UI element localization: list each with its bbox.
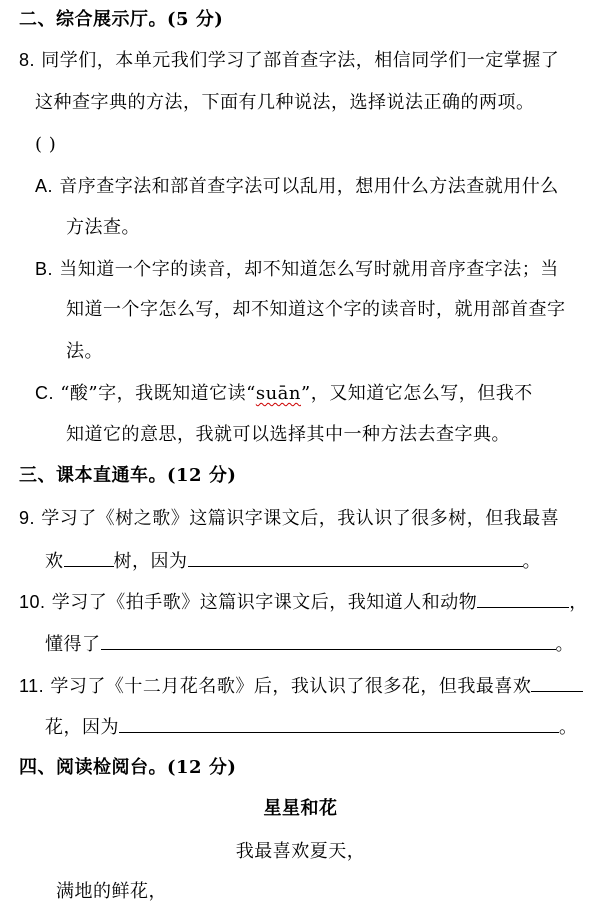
question-10-comma: ， (569, 592, 588, 613)
option-b-line-3: 法。 (66, 341, 103, 362)
option-b-text: 当知道一个字的读音，却不知道怎么写时就用音序查字法；当 (59, 259, 559, 280)
option-a-line-1[interactable] (35, 174, 559, 199)
question-9-reason-label: 树，因为 (113, 551, 188, 572)
question-10-text: 学习了《拍手歌》这篇识字课文后，我知道人和动物 (51, 592, 478, 613)
question-10-line-2 (45, 631, 574, 657)
question-9-number: 9. (19, 508, 36, 528)
question-9-text: 学习了《树之歌》这篇识字课文后，我认识了很多树，但我最喜 (41, 508, 560, 529)
question-10-number: 10. (19, 592, 46, 612)
question-10-prefix: 懂得了 (45, 634, 101, 655)
question-9-blank-tree[interactable] (64, 548, 114, 567)
section-heading-4: 四、阅读检阅台。(12 分) (19, 757, 237, 778)
poem-line-2: 满地的鲜花， (56, 881, 167, 902)
question-8-line-1 (19, 48, 559, 73)
question-8-line-2: 这种查字典的方法，下面有几种说法，选择说法正确的两项。 (35, 92, 535, 113)
option-c-line-2: 知道它的意思，我就可以选择其中一种方法去查字典。 (66, 424, 510, 445)
option-a-line-2: 方法查。 (66, 217, 140, 238)
question-10-line-1 (19, 589, 588, 615)
option-b-label: B. (35, 259, 54, 279)
question-10-end: 。 (555, 634, 574, 655)
question-8-text: 同学们，本单元我们学习了部首查字法，相信同学们一定掌握了 (41, 50, 560, 71)
option-c-text-post: ”，又知道它怎么写，但我不 (301, 383, 533, 404)
question-10-blank-2[interactable] (101, 631, 556, 650)
option-a-label: A. (35, 176, 54, 196)
question-11-line-1 (19, 673, 583, 699)
question-9-blank-reason[interactable] (188, 548, 523, 567)
question-11-blank-flower[interactable] (531, 673, 583, 692)
question-11-prefix: 花，因为 (45, 717, 119, 738)
question-11-text: 学习了《十二月花名歌》后，我认识了很多花，但我最喜欢 (50, 676, 532, 697)
question-11-line-2 (45, 714, 578, 740)
question-9-line-2 (45, 548, 541, 574)
question-9-prefix: 欢 (45, 551, 64, 572)
question-9-end: 。 (522, 551, 541, 572)
option-c-label: C. (35, 383, 54, 403)
question-11-number: 11. (19, 676, 45, 696)
option-c-text-pre: “酸”字，我既知道它读“ (60, 383, 256, 404)
section-heading-2: 二、综合展示厅。(5 分) (19, 9, 224, 30)
option-a-text: 音序查字法和部首查字法可以乱用，想用什么方法查就用什么 (59, 176, 559, 197)
question-11-blank-reason[interactable] (119, 714, 559, 733)
poem-title: 星星和花 (263, 798, 338, 819)
pinyin-suan: suān (255, 383, 301, 404)
question-8-number: 8. (19, 50, 36, 70)
answer-bracket[interactable]: ( ) (35, 134, 57, 155)
option-c-line-1[interactable] (35, 381, 533, 406)
option-b-line-1[interactable] (35, 257, 559, 282)
question-11-end: 。 (559, 717, 578, 738)
question-10-blank-1[interactable] (477, 589, 569, 608)
section-heading-3: 三、课本直通车。(12 分) (19, 465, 237, 486)
question-9-line-1 (19, 506, 559, 531)
option-b-line-2: 知道一个字怎么写，却不知道这个字的读音时，就用部首查字 (66, 299, 566, 320)
poem-line-1: 我最喜欢夏天， (235, 841, 366, 862)
